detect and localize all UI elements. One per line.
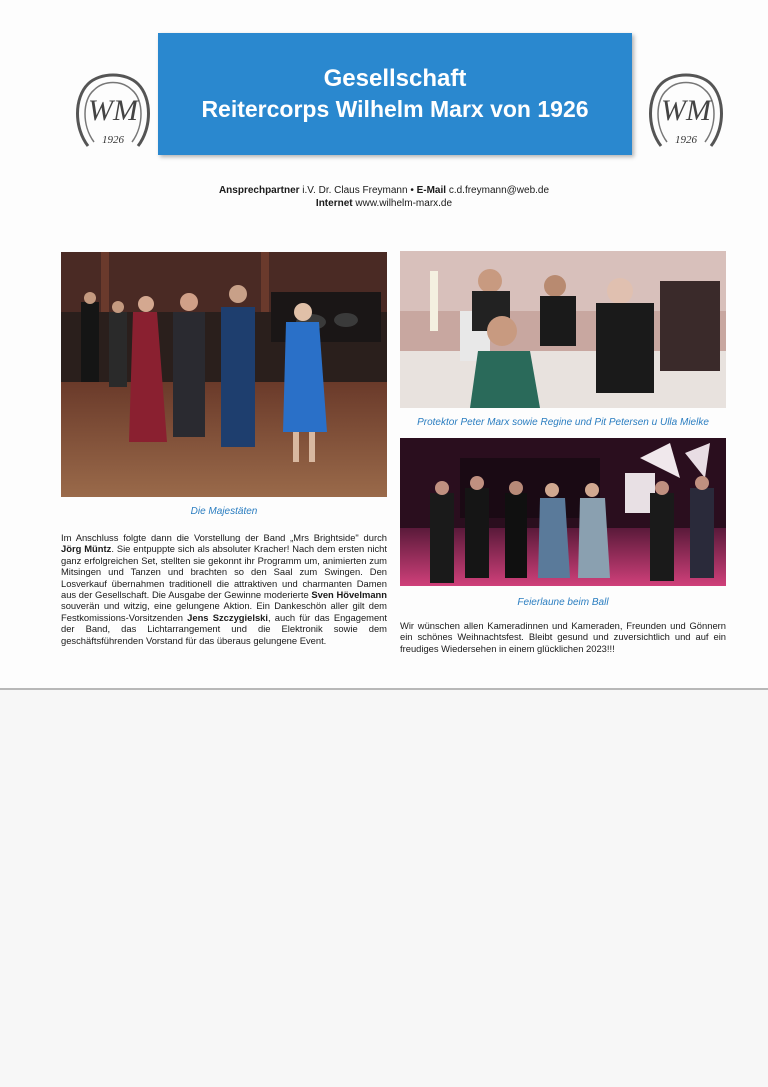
club-logo-right: [645, 68, 727, 154]
name-highlight: Jens Szczygielski: [187, 611, 268, 623]
caption-majesties: Die Majestäten: [190, 506, 258, 517]
contact-person-label: Ansprechpartner: [218, 185, 300, 196]
article-paragraph-1: [61, 532, 387, 646]
internet-label: Internet: [315, 198, 353, 209]
photo-majesties: [61, 252, 387, 497]
email-label: E-Mail: [416, 185, 447, 196]
contact-person: i.V. Dr. Claus Freymann •: [299, 185, 417, 196]
title-line-2: Reitercorps Wilhelm Marx von 1926: [201, 96, 589, 122]
title-line-1: Gesellschaft: [323, 65, 467, 92]
svg-text:WM: WM: [88, 94, 138, 127]
name-highlight: Jörg Müntz: [61, 543, 112, 555]
svg-text:WM: WM: [661, 94, 711, 127]
blank-page-area: [0, 690, 768, 1087]
article-paragraph-2: Wir wünschen allen Kameradinnen und Kameraden, Freunden und Gönnern ein schönes Weihnachtsfest. Bleibt gesund und zuversichtlich und auf ein freudiges Wiedersehen in einem glücklichen 2023!!!: [400, 620, 726, 654]
text-span: . Sie entpuppte sich als absoluter Kracher! Nach dem ersten nicht ganz erfolgreichen Set, stellten sie gekonnt ihr Programm um, animierten zum Mitsingen und Tanzen und brachten so den Saal zum Swingen. Den Losverkauf übernahmen traditionell die attraktiven und charmanten Damen aus der Gesellschaft. Die Ausgabe der Gewinne moderierte: [61, 543, 387, 601]
caption-protector: Protektor Peter Marx sowie Regine und Pit Petersen u Ulla Mielke: [417, 417, 709, 428]
website-link[interactable]: www.wilhelm-marx.de: [352, 198, 453, 209]
title-banner: [158, 33, 632, 155]
contact-info: [0, 184, 768, 210]
logo-year: 1926: [675, 134, 697, 146]
email-link[interactable]: c.d.freymann@web.de: [446, 185, 550, 196]
photo-dancing: [400, 438, 726, 586]
text-span: , auch für das Engagement der Band, das Lichtarrangement und die Elektronik sowie dem geschäftsführenden Vorstand für das überaus gelungene Event.: [61, 611, 388, 646]
club-logo-left: [72, 68, 154, 154]
text-span: Im Anschluss folgte dann die Vorstellung der Band „Mrs Brightside" durch: [61, 532, 387, 543]
logo-year: 1926: [102, 134, 124, 146]
photo-protector-table: [400, 251, 726, 408]
text-span: souverän und witzig, eine gelungene Aktion. Ein Dankeschön aller gilt dem Festkomissions-Vorsitzenden: [61, 600, 387, 623]
page-edge: [0, 688, 768, 690]
caption-dancing: Feierlaune beim Ball: [517, 597, 609, 608]
name-highlight: Sven Hövelmann: [311, 589, 387, 601]
